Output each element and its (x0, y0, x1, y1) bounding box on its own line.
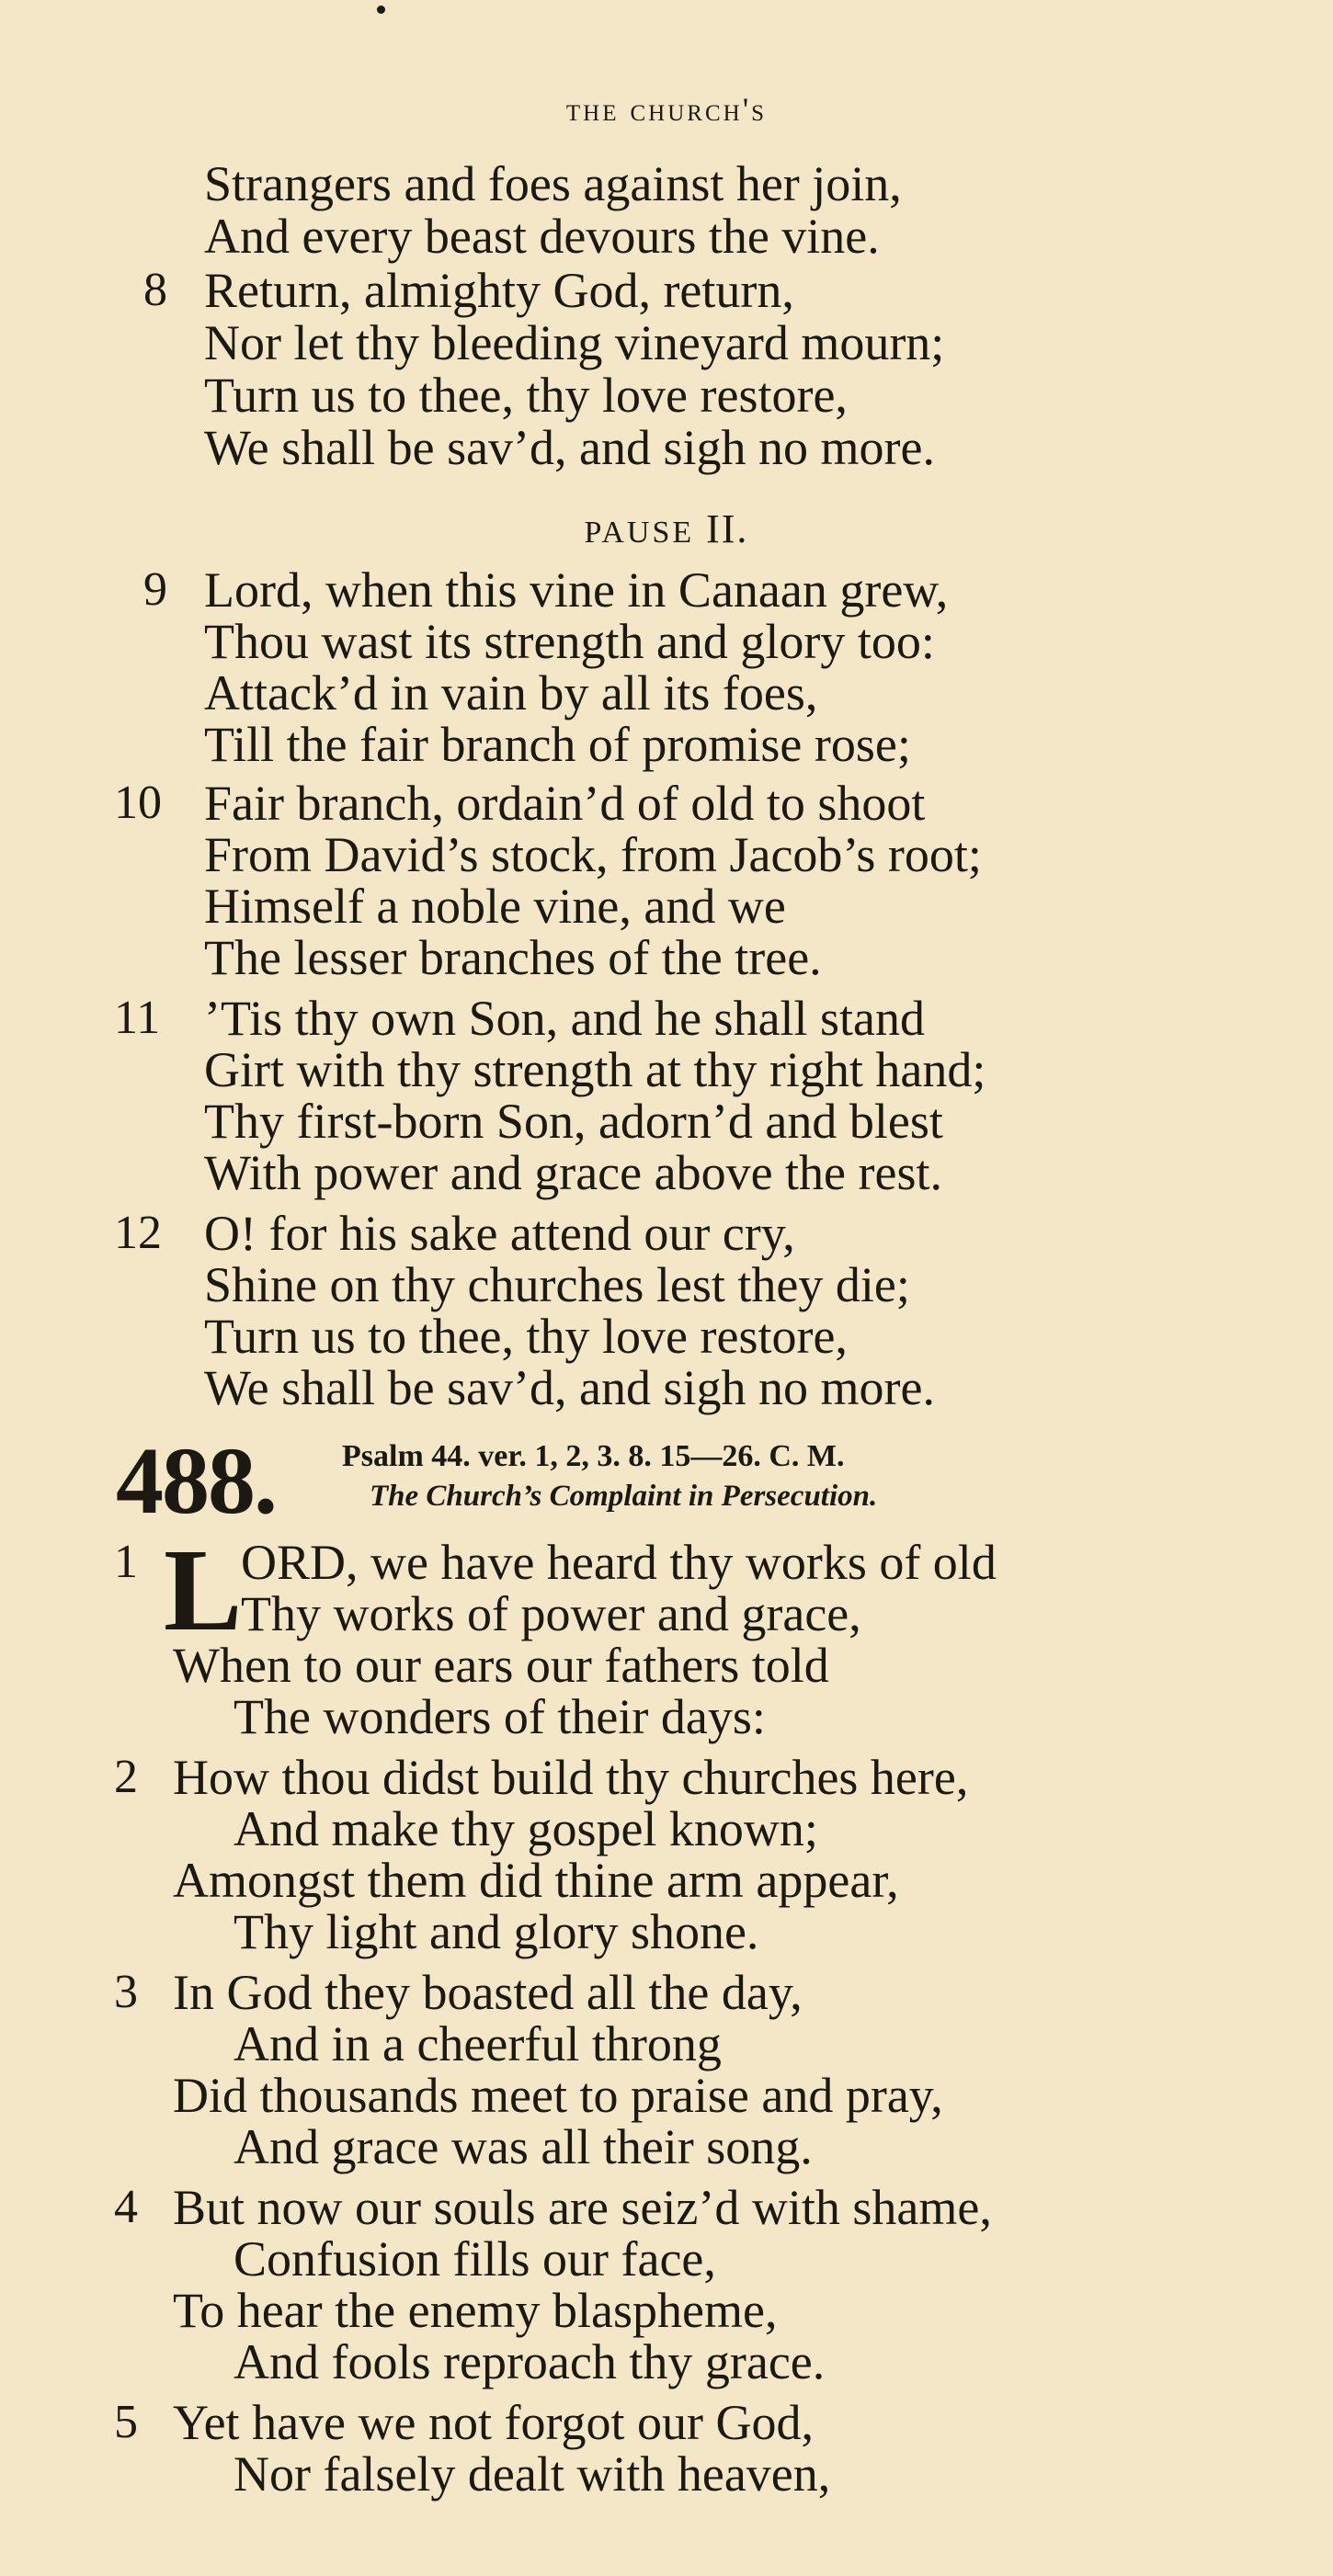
verse-line: The lesser branches of the tree. (204, 930, 822, 985)
pause-word: PAUSE (584, 516, 695, 550)
verse-line: Amongst them did thine arm appear, (173, 1853, 899, 1908)
verse-line: Return, almighty God, return, (204, 263, 794, 318)
verse-line: In God they boasted all the day, (173, 1965, 803, 2020)
verse-line: ORD, we have heard thy works of old (241, 1535, 997, 1590)
verse-line: But now our souls are seiz’d with shame, (173, 2180, 992, 2235)
verse-line: We shall be sav’d, and sigh no more. (204, 1360, 935, 1415)
verse-number: 1 (114, 1536, 138, 1588)
verse-line: Confusion fills our face, (234, 2231, 716, 2287)
verse-line: And every beast devours the vine. (204, 209, 880, 264)
verse-number: 2 (114, 1751, 138, 1803)
verse-line: Did thousands meet to praise and pray, (173, 2068, 943, 2123)
verse-number: 9 (143, 563, 167, 616)
verse-line: Lord, when this vine in Canaan grew, (204, 562, 949, 618)
hymn-reference: Psalm 44. ver. 1, 2, 3. 8. 15—26. C. M. (342, 1439, 845, 1473)
verse-line: Nor falsely dealt with heaven, (234, 2446, 831, 2502)
verse-line: ’Tis thy own Son, and he shall stand (204, 991, 926, 1046)
running-header: the church's (565, 91, 768, 128)
verse-line: And fools reproach thy grace. (234, 2334, 826, 2389)
verse-line: Nor let thy bleeding vineyard mourn; (204, 315, 945, 370)
print-speck (377, 6, 385, 14)
verse-line: And in a cheerful throng (234, 2016, 722, 2071)
verse-line: The wonders of their days: (234, 1689, 766, 1744)
verse-line: How thou didst build thy churches here, (173, 1750, 969, 1805)
verse-number: 8 (143, 264, 167, 316)
verse-number: 12 (114, 1207, 162, 1259)
verse-number: 5 (114, 2396, 138, 2448)
verse-number: 4 (114, 2181, 138, 2233)
verse-line: And make thy gospel known; (234, 1801, 818, 1856)
verse-line: When to our ears our fathers told (173, 1638, 829, 1693)
verse-line: With power and grace above the rest. (204, 1145, 942, 1200)
verse-line: From David’s stock, from Jacob’s root; (204, 827, 982, 882)
verse-line: Girt with thy strength at thy right hand; (204, 1042, 986, 1097)
pause-numeral: II. (706, 506, 749, 551)
hymn-title: The Church’s Complaint in Persecution. (370, 1480, 878, 1513)
verse-line: Thy first-born Son, adorn’d and blest (204, 1094, 943, 1149)
verse-line: Attack’d in vain by all its foes, (204, 665, 818, 721)
verse-line: Turn us to thee, thy love restore, (204, 368, 848, 423)
verse-line: Thy works of power and grace, (241, 1586, 861, 1641)
verse-line: Turn us to thee, thy love restore, (204, 1309, 848, 1364)
verse-line: We shall be sav’d, and sigh no more. (204, 420, 935, 475)
verse-line: Thy light and glory shone. (234, 1904, 759, 1959)
verse-number: 11 (114, 992, 161, 1044)
verse-number: 3 (114, 1966, 138, 2018)
drop-cap: L (164, 1525, 243, 1655)
hymn-number: 488. (116, 1428, 276, 1534)
verse-line: Yet have we not forgot our God, (173, 2395, 814, 2450)
verse-line: And grace was all their song. (234, 2119, 813, 2174)
verse-line: To hear the enemy blaspheme, (173, 2283, 778, 2338)
verse-number: 10 (114, 777, 162, 829)
verse-line: Thou wast its strength and glory too: (204, 614, 935, 669)
verse-line: Strangers and foes against her join, (204, 156, 902, 211)
verse-line: Himself a noble vine, and we (204, 879, 786, 934)
verse-line: O! for his sake attend our cry, (204, 1206, 795, 1261)
verse-line: Fair branch, ordain’d of old to shoot (204, 776, 926, 831)
verse-line: Till the fair branch of promise rose; (204, 717, 911, 772)
pause-heading (0, 504, 1333, 559)
verse-line: Shine on thy churches lest they die; (204, 1257, 910, 1312)
